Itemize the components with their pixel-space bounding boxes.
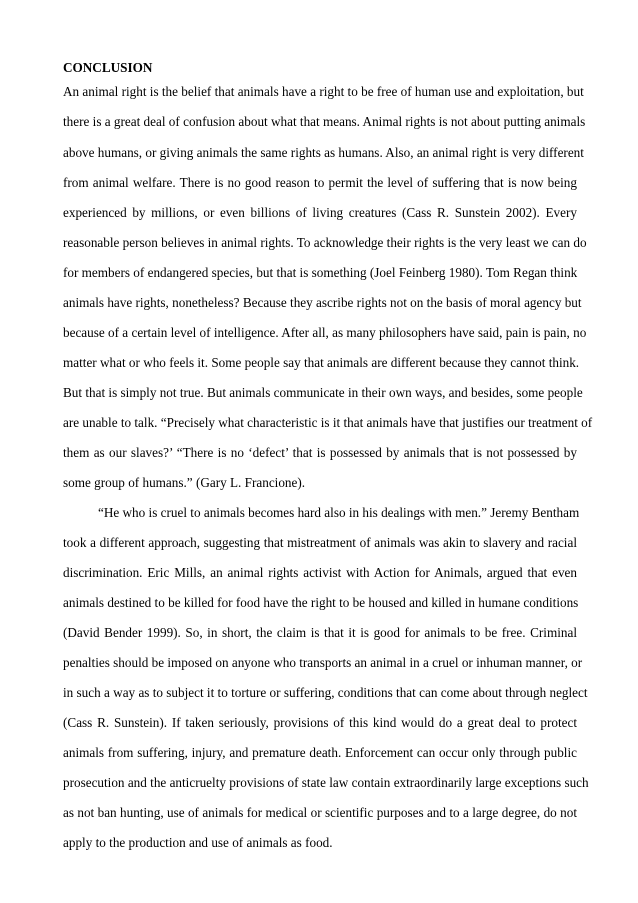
paragraph-1-line: for members of endangered species, but that is something (Joel Feinberg 1980). Tom Regan think: [63, 265, 578, 280]
paragraph-1-line: there is a great deal of confusion about what that means. Animal rights is not about putting animals: [63, 114, 586, 129]
paragraph-1-line: because of a certain level of intelligence. After all, as many philosophers have said, pain is pain, no: [63, 325, 587, 340]
section-heading: CONCLUSION: [63, 60, 153, 75]
paragraph-1-line: reasonable person believes in animal rights. To acknowledge their rights is the very least we can do: [63, 235, 587, 250]
paragraph-2-line: in such a way as to subject it to torture or suffering, conditions that can come about through neglect: [63, 685, 588, 700]
paragraph-1-line: matter what or who feels it. Some people say that animals are different because they cannot think.: [63, 355, 580, 370]
paragraph-2-line: (Cass R. Sunstein). If taken seriously, provisions of this kind would do a great deal to protect: [63, 715, 577, 730]
paragraph-1-line: experienced by millions, or even billions of living creatures (Cass R. Sunstein 2002). Every: [63, 205, 577, 220]
paragraph-1-line: them as our slaves?’ “There is no ‘defect’ that is possessed by animals that is not possessed by: [63, 445, 577, 460]
paragraph-2-line: as not ban hunting, use of animals for medical or scientific purposes and to a large degree, do not: [63, 805, 577, 820]
paragraph-2-line: penalties should be imposed on anyone who transports an animal in a cruel or inhuman manner, or: [63, 655, 583, 670]
paragraph-2-line: animals from suffering, injury, and premature death. Enforcement can occur only through public: [63, 745, 577, 760]
paragraph-2-line: (David Bender 1999). So, in short, the claim is that it is good for animals to be free. Criminal: [63, 625, 577, 640]
paragraph-1-line: An animal right is the belief that animals have a right to be free of human use and exploitation, but: [63, 84, 584, 99]
paragraph-1-line: from animal welfare. There is no good reason to permit the level of suffering that is now being: [63, 175, 577, 190]
paragraph-2-line: “He who is cruel to animals becomes hard also in his dealings with men.” Jeremy Bentham: [98, 505, 580, 520]
paragraph-1-line: are unable to talk. “Precisely what characteristic is it that animals have that justifies our treatment of: [63, 415, 593, 430]
paragraph-1-line: above humans, or giving animals the same rights as humans. Also, an animal right is very different: [63, 145, 584, 160]
paragraph-1-line: some group of humans.” (Gary L. Francione).: [63, 475, 306, 490]
paragraph-2-line: animals destined to be killed for food have the right to be housed and killed in humane conditions: [63, 595, 579, 610]
paragraph-2-line: took a different approach, suggesting that mistreatment of animals was akin to slavery and racial: [63, 535, 577, 550]
paragraph-2-line: apply to the production and use of animals as food.: [63, 835, 333, 850]
paragraph-2-line: discrimination. Eric Mills, an animal rights activist with Action for Animals, argued that even: [63, 565, 577, 580]
paragraph-1-line: But that is simply not true. But animals communicate in their own ways, and besides, some people: [63, 385, 583, 400]
paragraph-1-line: animals have rights, nonetheless? Because they ascribe rights not on the basis of moral agency but: [63, 295, 582, 310]
paragraph-2-line: prosecution and the anticruelty provisions of state law contain extraordinarily large exceptions such: [63, 775, 589, 790]
